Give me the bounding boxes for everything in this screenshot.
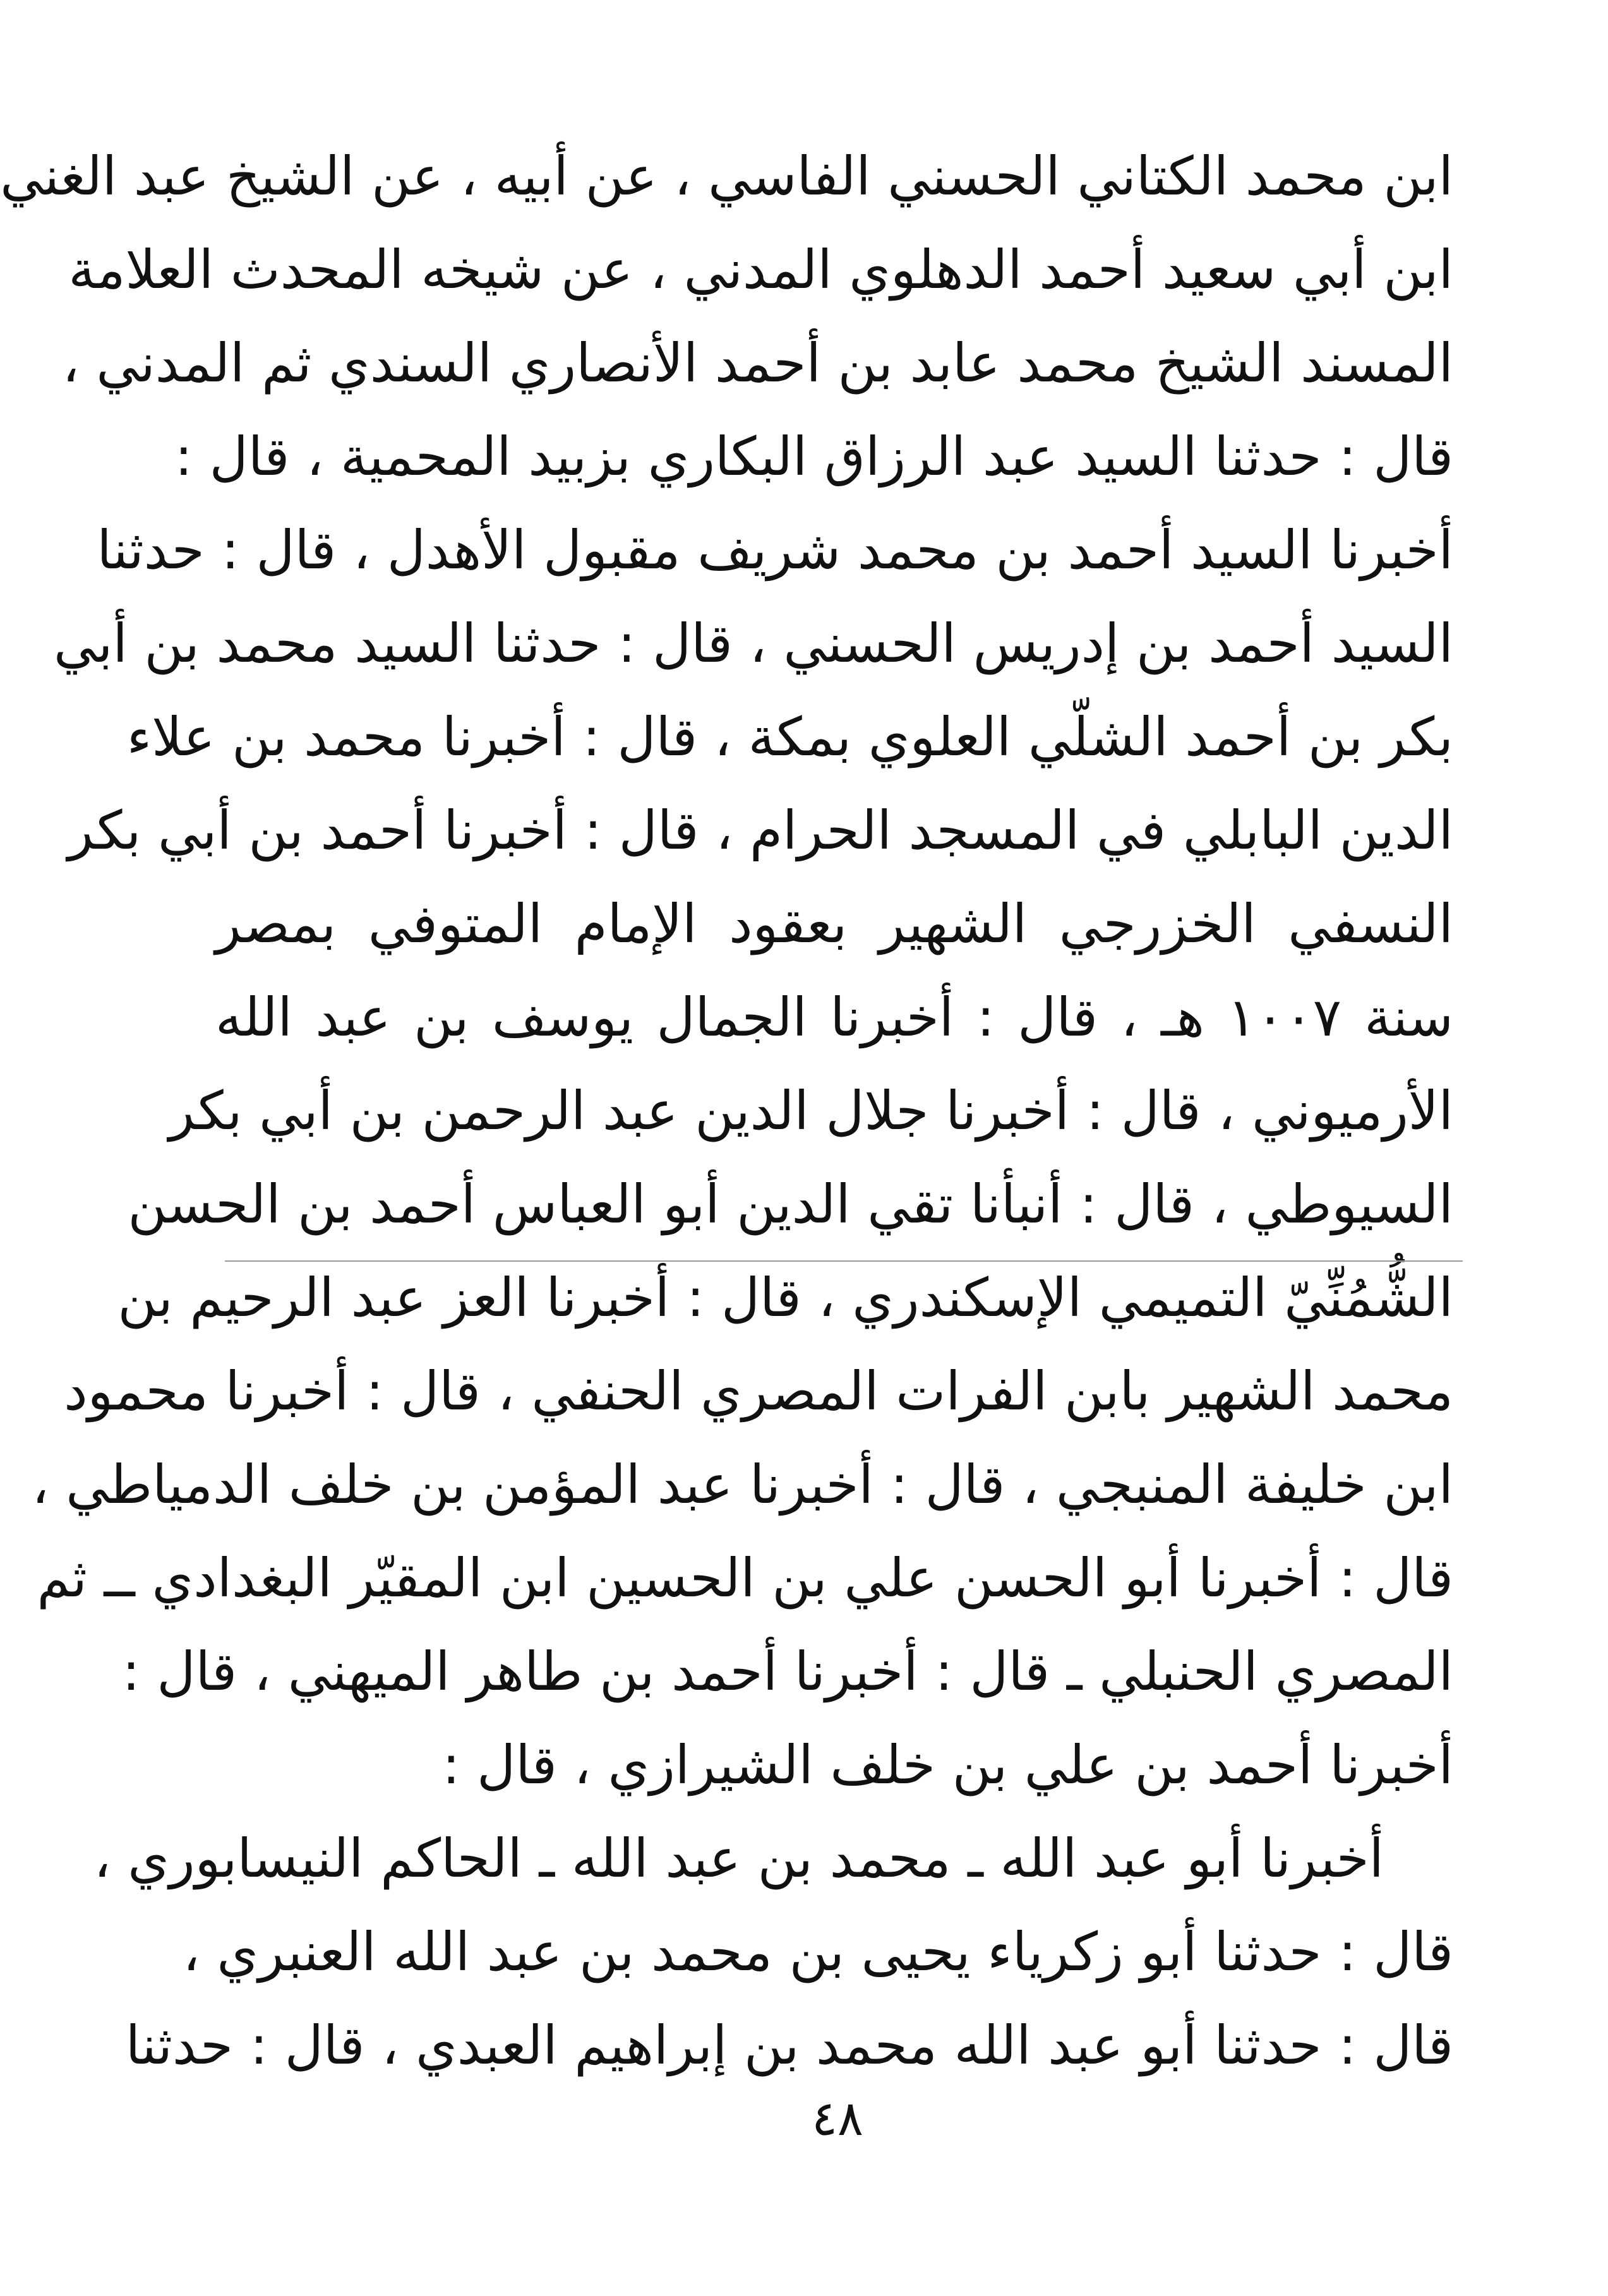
page-number: ٤٨	[812, 2090, 863, 2146]
text-line-20: قال : حدثنا أبو زكرياء يحيى بن محمد بن عبد الله العنبري ،	[183, 1921, 1453, 1983]
text-line-19: أخبرنا أبو عبد الله ـ محمد بن عبد الله ـ الحاكم النيسابوري ،	[93, 1827, 1384, 1889]
text-line-10: سنة ١٠٠٧ هـ ، قال : أخبرنا الجمال يوسف بن عبد الله	[215, 986, 1453, 1048]
text-line-8: الدين البابلي في المسجد الحرام ، قال : أخبرنا أحمد بن أبي بكر	[68, 799, 1453, 861]
text-line-3: المسند الشيخ محمد عابد بن أحمد الأنصاري السندي ثم المدني ،	[62, 332, 1453, 394]
text-line-17: المصري الحنبلي ـ قال : أخبرنا أحمد بن طاهر الميهني ، قال :	[122, 1641, 1453, 1702]
scan-line-artifact	[225, 1260, 1463, 1262]
text-line-4: قال : حدثنا السيد عبد الرزاق البكاري بزبيد المحمية ، قال :	[174, 426, 1453, 487]
text-line-14: محمد الشهير بابن الفرات المصري الحنفي ، قال : أخبرنا محمود	[64, 1360, 1453, 1422]
text-line-2: ابن أبي سعيد أحمد الدهلوي المدني ، عن شيخه المحدث العلامة	[68, 239, 1453, 301]
text-line-21: قال : حدثنا أبو عبد الله محمد بن إبراهيم العبدي ، قال : حدثنا	[125, 2014, 1453, 2076]
text-line-16: قال : أخبرنا أبو الحسن علي بن الحسين ابن المقيّر البغدادي ــ ثم	[37, 1547, 1453, 1609]
text-line-1: ابن محمد الكتاني الحسني الفاسي ، عن أبيه ، عن الشيخ عبد الغني	[0, 145, 1453, 207]
text-line-13: الشُّمُنِّيّ التميمي الإسكندري ، قال : أخبرنا العز عبد الرحيم بن	[117, 1267, 1453, 1329]
text-line-6: السيد أحمد بن إدريس الحسني ، قال : حدثنا السيد محمد بن أبي	[54, 613, 1453, 674]
text-line-11: الأرميوني ، قال : أخبرنا جلال الدين عبد الرحمن بن أبي بكر	[169, 1080, 1453, 1142]
text-line-18: أخبرنا أحمد بن علي بن خلف الشيرازي ، قال :	[442, 1734, 1453, 1796]
text-line-12: السيوطي ، قال : أنبأنا تقي الدين أبو العباس أحمد بن الحسن	[128, 1173, 1453, 1235]
text-line-15: ابن خليفة المنبجي ، قال : أخبرنا عبد المؤمن بن خلف الدمياطي ،	[32, 1454, 1453, 1516]
body-text	[0, 129, 1453, 2092]
text-line-9: النسفي الخزرجي الشهير بعقود الإمام المتوفي بمصر	[215, 893, 1453, 955]
text-line-7: بكر بن أحمد الشلّي العلوي بمكة ، قال : أخبرنا محمد بن علاء	[126, 706, 1453, 768]
text-line-5: أخبرنا السيد أحمد بن محمد شريف مقبول الأهدل ، قال : حدثنا	[97, 519, 1453, 581]
